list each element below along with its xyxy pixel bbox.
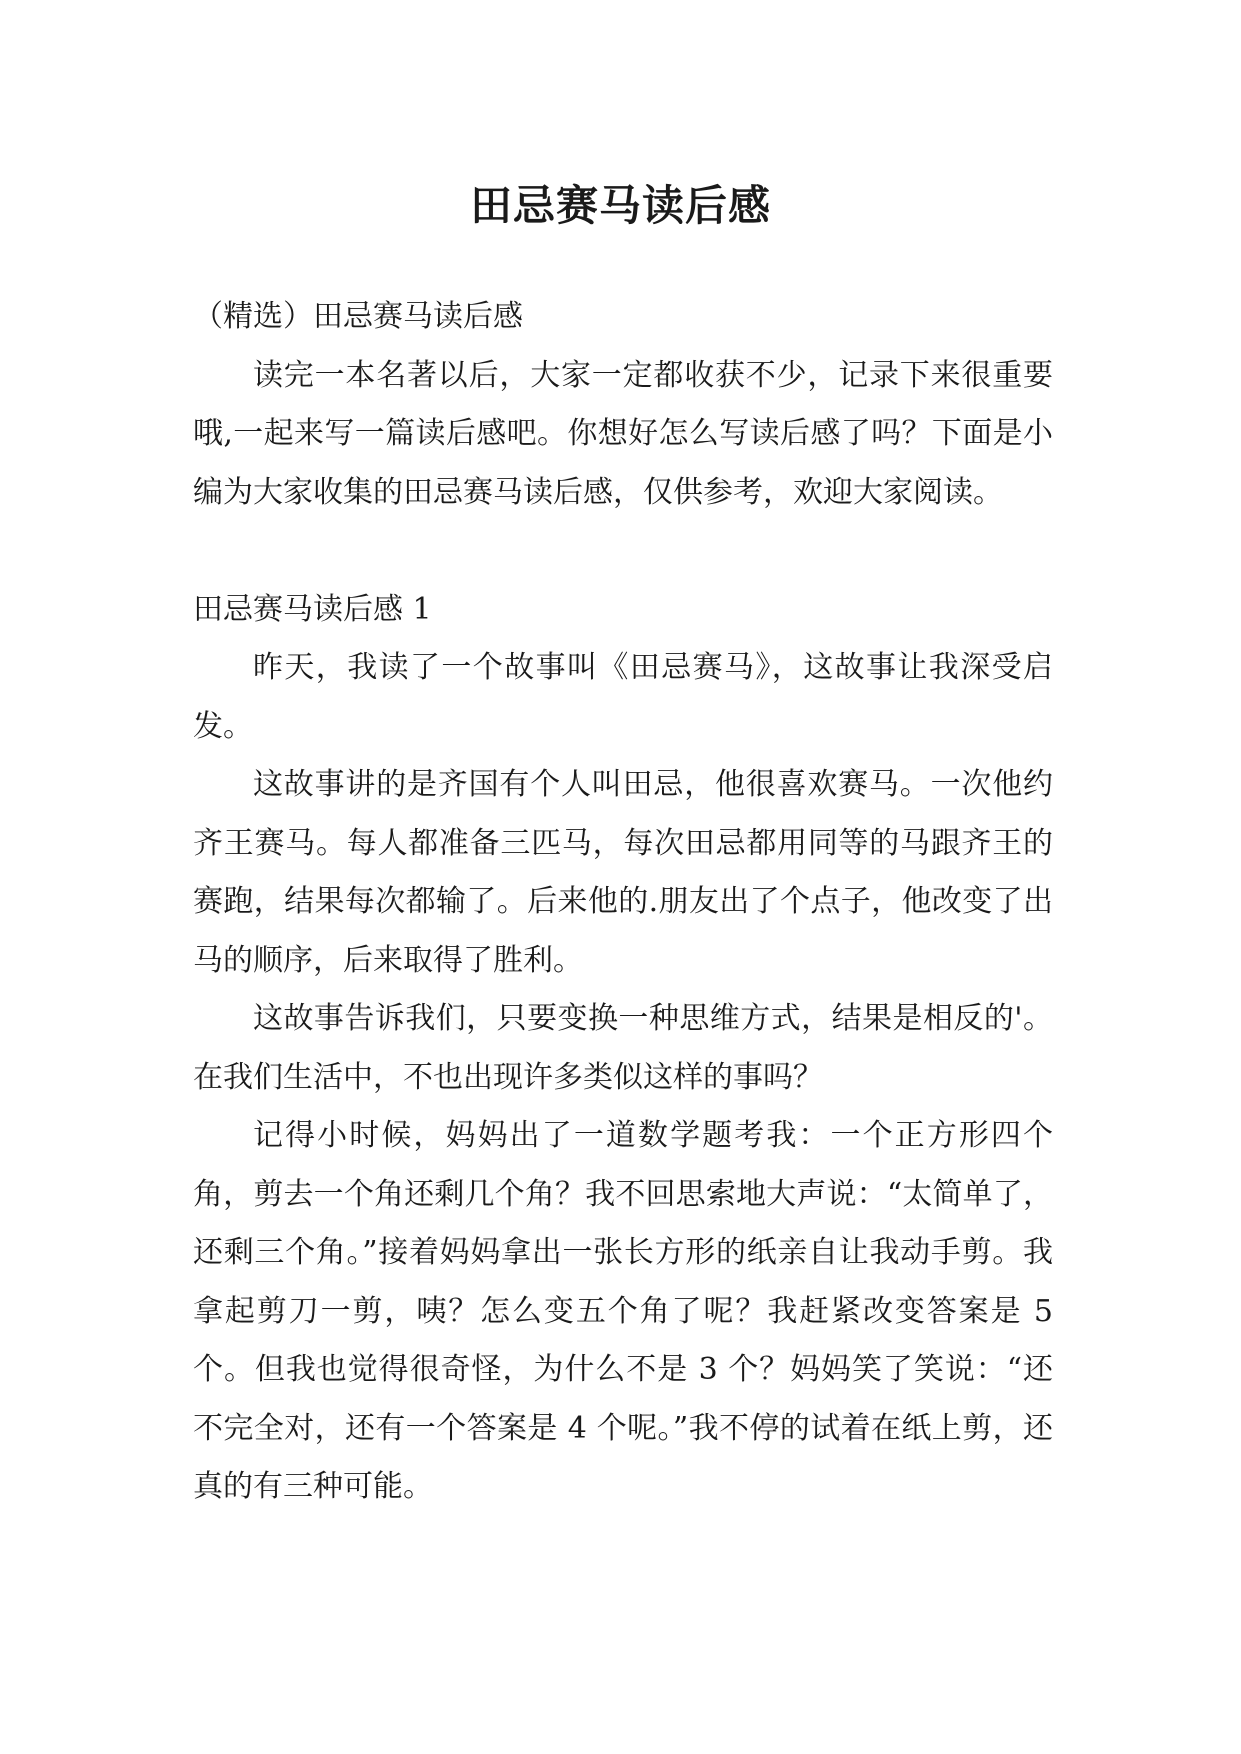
section-heading: 田忌赛马读后感 1 bbox=[193, 591, 432, 627]
body-paragraph: 这故事告诉我们，只要变换一种思维方式，结果是相反的'。在我们生活中，不也出现许多类似这样的事吗？ bbox=[193, 1001, 1053, 1095]
intro-paragraph: 读完一本名著以后，大家一定都收获不少，记录下来很重要哦,一起来写一篇读后感吧。你想好怎么写读后感了吗？下面是小编为大家收集的田忌赛马读后感，仅供参考，欢迎大家阅读。 bbox=[193, 357, 1053, 510]
document-title: 田忌赛马读后感 bbox=[469, 181, 771, 231]
body-paragraph: 昨天，我读了一个故事叫《田忌赛马》，这故事让我深受启发。 bbox=[193, 650, 1053, 744]
paragraph-gap bbox=[193, 522, 1053, 581]
document-subtitle: （精选）田忌赛马读后感 bbox=[193, 299, 523, 334]
document-body bbox=[193, 288, 1053, 1517]
body-paragraph: 记得小时候，妈妈出了一道数学题考我：一个正方形四个角，剪去一个角还剩几个角？我不回思索地大声说：“太简单了，还剩三个角。”接着妈妈拿出一张长方形的纸亲自让我动手剪。我拿起剪刀一剪，咦？怎么变五个角了呢？我赶紧改变答案是 5 个。但我也觉得很奇怪，为什么不是 3 个？妈妈笑了笑说：“还不完全对，还有一个答案是 4 个呢。”我不停的试着在纸上剪，还真的有三种可能。 bbox=[193, 1118, 1053, 1504]
body-paragraph: 这故事讲的是齐国有个人叫田忌，他很喜欢赛马。一次他约齐王赛马。每人都准备三匹马，每次田忌都用同等的马跟齐王的赛跑，结果每次都输了。后来他的.朋友出了个点子，他改变了出马的顺序，后来取得了胜利。 bbox=[193, 767, 1053, 978]
